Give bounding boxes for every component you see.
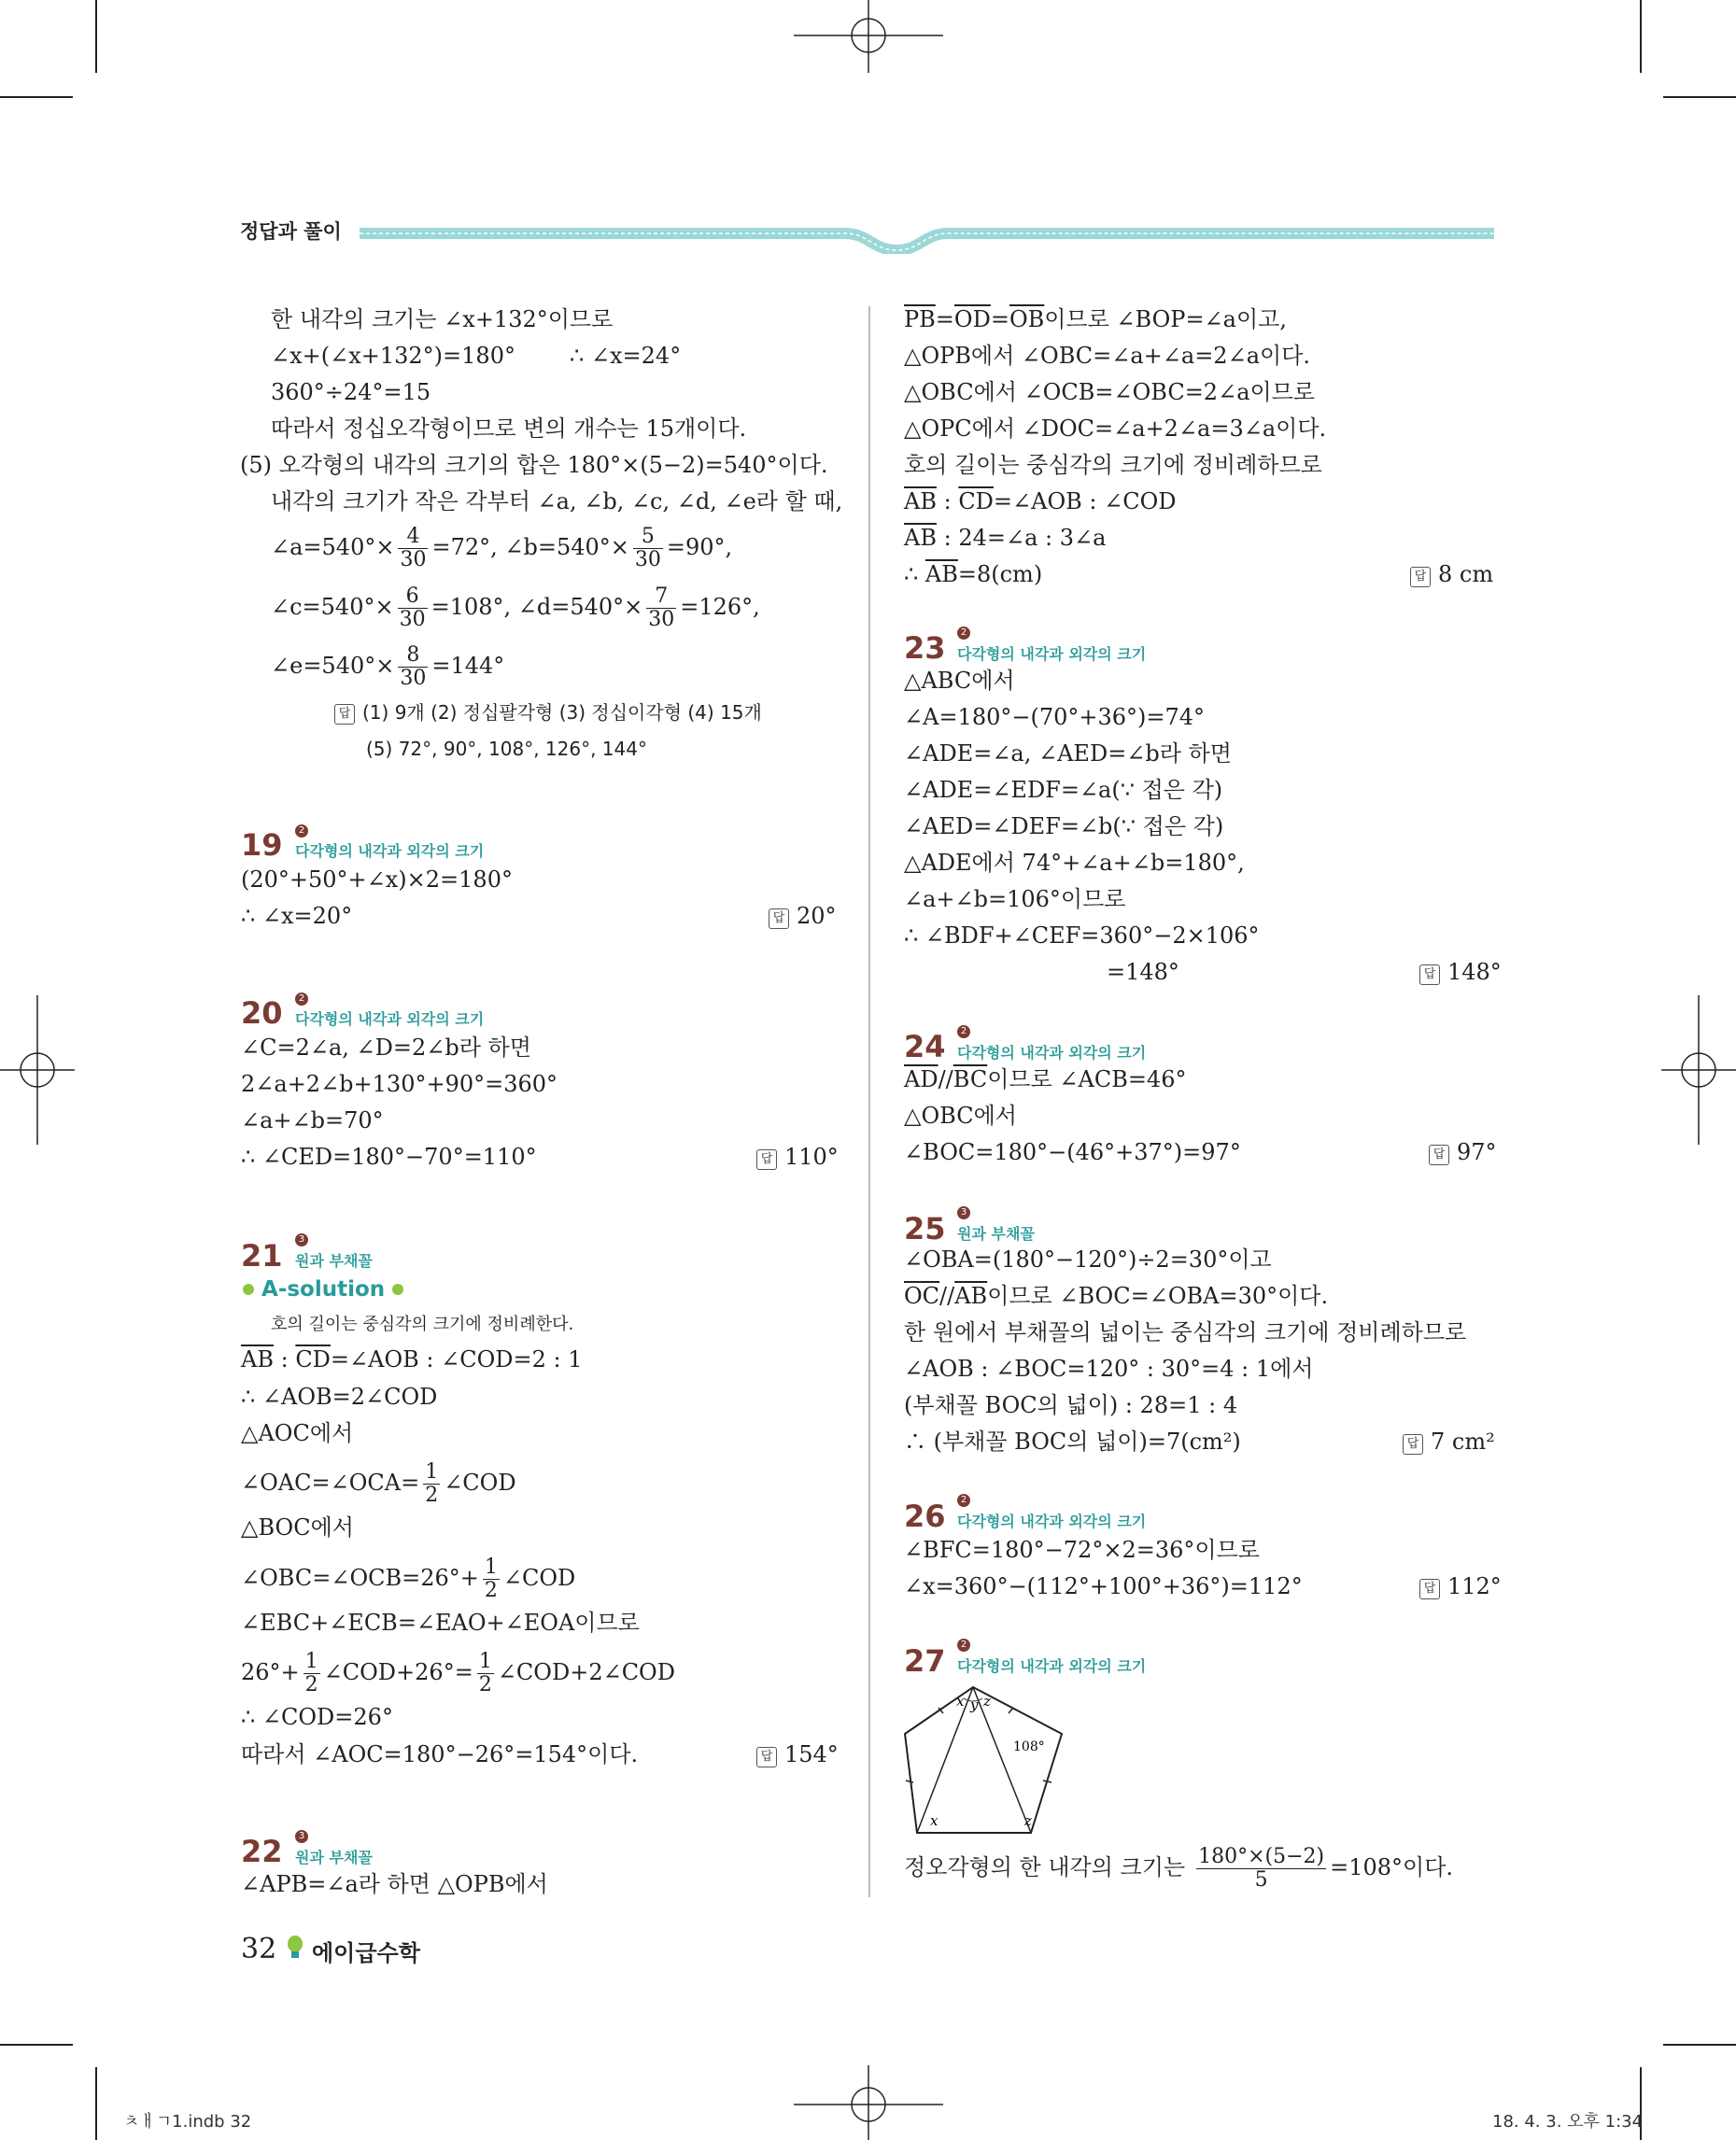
answer-value: 20° xyxy=(797,903,837,929)
solution-line: △OBC에서 ∠OCB=∠OBC=2∠a이므로 xyxy=(904,379,1316,405)
line-text: =8(cm) xyxy=(957,561,1043,587)
solution-line: ∠EBC+∠ECB=∠EAO+∠EOA이므로 xyxy=(241,1610,640,1636)
crop-mark xyxy=(1640,0,1642,73)
solution-line: 따라서 정십오각형이므로 변의 개수는 15개이다. xyxy=(271,415,747,442)
solution-line: =148° xyxy=(1107,959,1179,985)
solution-line: ∴ ∠x=20° xyxy=(241,903,353,929)
line-text: ∠OBC=∠OCB=26°+ xyxy=(241,1565,479,1591)
fraction xyxy=(646,585,676,631)
frac-den: 2 xyxy=(478,1673,492,1697)
difficulty-badge: 3 xyxy=(957,1206,970,1219)
lightbulb-icon xyxy=(286,1935,304,1963)
frac-text: ∠a=540°× xyxy=(271,534,395,560)
question-number: 24 xyxy=(904,1029,946,1064)
crop-mark xyxy=(1663,2044,1736,2046)
arc-ab: $\overline{AB}$ xyxy=(904,488,937,514)
question-topic: 다각형의 내각과 외각의 크기 xyxy=(295,842,485,860)
line-text: 정오각형의 한 내각의 크기는 xyxy=(904,1854,1186,1880)
solution-line: 한 원에서 부채꼴의 넓이는 중심각의 크기에 정비례하므로 xyxy=(904,1319,1467,1345)
solution-line: ∠OBA=(180°−120°)÷2=30°이고 xyxy=(904,1246,1272,1273)
fraction xyxy=(398,526,428,571)
solution-line: 360°÷24°=15 xyxy=(271,379,431,405)
frac-text: =126°, xyxy=(680,594,760,620)
solution-line: $\overline{AD}//\overline{BC}$이므로 ∠ACB=46° xyxy=(904,1066,1187,1092)
line-text: ∠COD xyxy=(502,1565,576,1591)
fraction-row xyxy=(271,585,760,631)
angle-label-x-bottom: x xyxy=(930,1812,939,1829)
frac-den: 30 xyxy=(399,608,426,631)
registration-mark-right xyxy=(1661,995,1736,1145)
fraction-row xyxy=(271,526,732,571)
answer-value: 110° xyxy=(784,1144,839,1170)
solution-line: $\overline{PB}=\overline{OD}=\overline{OB}$이므로 ∠BOP=∠a이고, xyxy=(904,306,1287,332)
line-text: ∠OAC=∠OCA= xyxy=(241,1470,420,1496)
line-text: 이므로 ∠BOC=∠OBA=30°이다. xyxy=(987,1283,1329,1309)
registration-mark-left xyxy=(0,995,75,1145)
solution-line: △ADE에서 74°+∠a+∠b=180°, xyxy=(904,850,1245,876)
solution-line: ∠x+(∠x+132°)=180° xyxy=(271,343,515,369)
frac-den: 5 xyxy=(1254,1868,1268,1892)
question-topic: 원과 부채꼴 xyxy=(295,1849,373,1866)
arc-ab: $\overline{AB}$ xyxy=(954,1283,988,1309)
segment-bc: $\overline{BC}$ xyxy=(953,1066,988,1092)
file-info: ㅊㅐㄱ1.indb 32 xyxy=(123,2112,252,2132)
answer-box-icon: 답 xyxy=(1419,1579,1440,1599)
question-number: 21 xyxy=(241,1238,283,1274)
angle-label-y: y xyxy=(970,1697,979,1713)
segment-od: $\overline{OD}$ xyxy=(953,306,991,332)
a-solution-label xyxy=(243,1277,403,1302)
line-text: 이므로 ∠BOP=∠a이고, xyxy=(1044,306,1287,332)
solution-line: 내각의 크기가 작은 각부터 ∠a, ∠b, ∠c, ∠d, ∠e라 할 때, xyxy=(271,488,843,514)
solution-line: $\overline{AB}$ : $\overline{CD}=\angle AOB$ : ∠COD=2 : 1 xyxy=(241,1346,583,1373)
frac-num: 6 xyxy=(398,585,428,609)
frac-num: 1 xyxy=(304,1650,318,1673)
answer-line xyxy=(334,698,762,726)
solution-line: △BOC에서 xyxy=(241,1514,354,1541)
question-topic: 원과 부채꼴 xyxy=(295,1252,373,1270)
crop-mark xyxy=(1663,96,1736,98)
question-topic: 다각형의 내각과 외각의 크기 xyxy=(957,1513,1147,1530)
frac-den: 30 xyxy=(400,548,427,571)
solution-line xyxy=(904,1846,1453,1892)
solution-line xyxy=(904,560,1042,588)
solution-line: (부채꼴 BOC의 넓이) : 28=1 : 4 xyxy=(904,1392,1238,1418)
fraction xyxy=(1196,1846,1326,1892)
frac-text: ∠e=540°× xyxy=(271,653,395,679)
arc-ab: $\overline{AB}$ xyxy=(924,561,958,587)
question-topic: 다각형의 내각과 외각의 크기 xyxy=(957,645,1147,663)
question-topic: 다각형의 내각과 외각의 크기 xyxy=(957,1044,1147,1062)
answer-value: 7 cm² xyxy=(1431,1429,1495,1455)
solution-line: ∴ ∠COD=26° xyxy=(241,1704,393,1730)
answer-box-icon: 답 xyxy=(1419,964,1440,985)
frac-text: =72°, ∠b=540°× xyxy=(431,534,629,560)
line-text: 이므로 ∠ACB=46° xyxy=(987,1066,1187,1092)
solution-line xyxy=(241,1461,516,1507)
solution-line: △OPC에서 ∠DOC=∠a+2∠a=3∠a이다. xyxy=(904,415,1327,442)
answer xyxy=(1429,1138,1497,1166)
frac-num: 180°×(5−2) xyxy=(1198,1845,1325,1868)
solution-line: ∠ADE=∠a, ∠AED=∠b라 하면 xyxy=(904,740,1232,767)
bullet-icon xyxy=(392,1284,403,1295)
frac-text: =144° xyxy=(431,653,505,679)
page-number: 32 xyxy=(241,1933,277,1965)
question-number: 19 xyxy=(241,827,283,863)
answer-box-icon: 답 xyxy=(334,704,355,725)
crop-mark xyxy=(0,2044,73,2046)
question-number: 27 xyxy=(904,1643,946,1679)
arc-ab: $\overline{AB}$ xyxy=(241,1346,274,1373)
answer-box-icon: 답 xyxy=(1410,567,1431,587)
solution-line: ∠a+∠b=106°이므로 xyxy=(904,886,1126,912)
arc-cd: $\overline{CD}$ xyxy=(958,488,994,514)
pentagon-figure xyxy=(896,1676,1074,1844)
answer-value: 154° xyxy=(784,1741,839,1767)
fraction xyxy=(483,1556,500,1602)
answer-line xyxy=(366,735,647,763)
crop-mark xyxy=(95,0,97,73)
line-text: =∠AOB : ∠COD=2 : 1 xyxy=(330,1346,583,1373)
segment-oc: $\overline{OC}$ xyxy=(904,1283,940,1309)
line-text: ∠COD xyxy=(444,1470,516,1496)
solution-line: ∴ ∠CED=180°−70°=110° xyxy=(241,1144,537,1170)
bullet-icon xyxy=(243,1284,254,1295)
solution-line xyxy=(241,1556,575,1602)
solution-line: ∠a+∠b=70° xyxy=(241,1107,384,1133)
solution-line: △ABC에서 xyxy=(904,668,1015,694)
question-topic: 다각형의 내각과 외각의 크기 xyxy=(295,1010,485,1028)
answer xyxy=(1419,1572,1502,1600)
solution-line: ∠AED=∠DEF=∠b(∵ 접은 각) xyxy=(904,813,1224,839)
solution-line: $\overline{OC}//\overline{AB}$이므로 ∠BOC=∠OBA=30°이다. xyxy=(904,1283,1329,1309)
answer xyxy=(1403,1428,1495,1456)
answer-value: 8 cm xyxy=(1438,561,1494,587)
answer xyxy=(756,1740,839,1768)
frac-den: 30 xyxy=(634,548,661,571)
fraction xyxy=(423,1461,440,1507)
frac-text: ∠c=540°× xyxy=(271,594,394,620)
answer xyxy=(1419,958,1502,986)
question-number: 20 xyxy=(241,995,283,1031)
answer-box-icon: 답 xyxy=(769,908,789,929)
question-topic: 원과 부채꼴 xyxy=(957,1225,1035,1243)
solution-line: 한 내각의 크기는 ∠x+132°이므로 xyxy=(271,306,614,332)
answer-box-icon: 답 xyxy=(756,1149,777,1170)
solution-line: ∠BFC=180°−72°×2=36°이므로 xyxy=(904,1537,1260,1563)
solution-line: (20°+50°+∠x)×2=180° xyxy=(241,866,513,893)
crop-mark xyxy=(95,2067,97,2140)
registration-mark-top xyxy=(794,0,943,75)
solution-line: 따라서 ∠AOC=180°−26°=154°이다. xyxy=(241,1741,639,1767)
column-divider xyxy=(868,306,870,1897)
frac-num: 1 xyxy=(478,1650,492,1673)
answer xyxy=(769,902,837,930)
difficulty-badge: 2 xyxy=(957,1494,970,1507)
answer-value: 148° xyxy=(1447,959,1502,985)
answer-value: 97° xyxy=(1457,1139,1497,1165)
frac-den: 30 xyxy=(648,608,675,631)
fraction xyxy=(398,585,428,631)
question-number: 26 xyxy=(904,1499,946,1534)
frac-num: 8 xyxy=(398,644,428,668)
crop-mark xyxy=(0,96,73,98)
solution-line: ∠x=360°−(112°+100°+36°)=112° xyxy=(904,1573,1303,1599)
difficulty-badge: 2 xyxy=(957,627,970,640)
solution-line: 2∠a+2∠b+130°+90°=360° xyxy=(241,1071,558,1097)
solution-line: ∴ ∠BDF+∠CEF=360°−2×106° xyxy=(904,922,1260,949)
solution-line: ∴ ∠x=24° xyxy=(570,343,682,369)
fraction xyxy=(477,1651,494,1697)
fraction-row xyxy=(271,644,504,690)
difficulty-badge: 2 xyxy=(957,1639,970,1652)
a-solution-hint: 호의 길이는 중심각의 크기에 정비례한다. xyxy=(271,1315,574,1334)
question-topic: 다각형의 내각과 외각의 크기 xyxy=(957,1657,1147,1675)
angle-label-z-bottom: z xyxy=(1024,1812,1032,1829)
page-header-title: 정답과 풀이 xyxy=(240,220,342,243)
difficulty-badge: 2 xyxy=(295,824,308,838)
line-text: ∴ xyxy=(904,561,925,587)
angle-label-x: x xyxy=(956,1693,965,1710)
answer-value: 112° xyxy=(1447,1573,1502,1599)
solution-line: ∴ (부채꼴 BOC의 넓이)=7(cm²) xyxy=(904,1429,1241,1455)
solution-line: ∠ADE=∠EDF=∠a(∵ 접은 각) xyxy=(904,777,1223,803)
frac-den: 2 xyxy=(425,1484,439,1507)
angle-label-z: z xyxy=(983,1693,991,1710)
segment-ob: $\overline{OB}$ xyxy=(1009,306,1045,332)
frac-text: =108°, ∠d=540°× xyxy=(430,594,643,620)
frac-text: =90°, xyxy=(666,534,733,560)
brand-name: 에이급수학 xyxy=(312,1940,420,1966)
answer-box-icon: 답 xyxy=(1429,1145,1449,1165)
solution-line xyxy=(241,1651,675,1697)
solution-line: 호의 길이는 중심각의 크기에 정비례하므로 xyxy=(904,452,1322,478)
arc-ab: $\overline{AB}$ xyxy=(904,525,937,551)
solution-line: ∠APB=∠a라 하면 △OPB에서 xyxy=(241,1871,548,1897)
difficulty-badge: 3 xyxy=(295,1830,308,1843)
segment-ad: $\overline{AD}$ xyxy=(904,1066,939,1092)
answer-box-icon: 답 xyxy=(1403,1434,1423,1455)
frac-num: 4 xyxy=(398,526,428,549)
frac-num: 1 xyxy=(425,1460,439,1484)
line-text: =108°이다. xyxy=(1330,1854,1454,1880)
fraction xyxy=(303,1651,320,1697)
print-timestamp: 18. 4. 3. 오후 1:34 xyxy=(1492,2112,1644,2132)
solution-line: ∠A=180°−(70°+36°)=74° xyxy=(904,704,1206,730)
frac-num: 5 xyxy=(633,526,663,549)
solution-line: (5) 오각형의 내각의 크기의 합은 180°×(5−2)=540°이다. xyxy=(240,452,828,478)
answer xyxy=(1410,560,1493,588)
line-text: : 24=∠a : 3∠a xyxy=(936,525,1107,551)
frac-den: 30 xyxy=(400,667,427,690)
question-number: 25 xyxy=(904,1211,946,1246)
frac-den: 2 xyxy=(304,1673,318,1697)
line-text: ∠COD+2∠COD xyxy=(497,1659,675,1685)
segment-pb: $\overline{PB}$ xyxy=(904,306,936,332)
fraction xyxy=(398,644,428,690)
answer-text: (5) 72°, 90°, 108°, 126°, 144° xyxy=(366,738,647,760)
difficulty-badge: 2 xyxy=(295,993,308,1006)
a-solution-text: A-solution xyxy=(261,1277,386,1302)
solution-line: $\overline{AB}$ : $\overline{CD}=\angle AOB$ : ∠COD xyxy=(904,488,1177,514)
question-number: 22 xyxy=(241,1834,283,1869)
line-text: =∠AOB : ∠COD xyxy=(993,488,1177,514)
difficulty-badge: 3 xyxy=(295,1233,308,1246)
solution-line: △AOC에서 xyxy=(241,1420,354,1446)
angle-label-108: 108° xyxy=(1013,1739,1045,1754)
answer-box-icon: 답 xyxy=(756,1747,777,1767)
difficulty-badge: 2 xyxy=(957,1025,970,1038)
solution-line: ∠AOB : ∠BOC=120° : 30°=4 : 1에서 xyxy=(904,1356,1314,1382)
frac-num: 7 xyxy=(646,585,676,609)
question-number: 23 xyxy=(904,630,946,666)
header-ribbon xyxy=(360,217,1494,254)
frac-num: 1 xyxy=(484,1556,498,1579)
solution-line xyxy=(904,524,1106,552)
solution-line: ∴ ∠AOB=2∠COD xyxy=(241,1384,438,1410)
answer-text: (1) 9개 (2) 정십팔각형 (3) 정십이각형 (4) 15개 xyxy=(362,701,762,724)
answer xyxy=(756,1143,839,1171)
frac-den: 2 xyxy=(484,1579,498,1602)
arc-cd: $\overline{CD}$ xyxy=(295,1346,331,1373)
solution-line: ∠BOC=180°−(46°+37°)=97° xyxy=(904,1139,1241,1165)
registration-mark-bottom xyxy=(794,2065,943,2140)
fraction xyxy=(633,526,663,571)
line-text: ∠COD+26°= xyxy=(323,1659,473,1685)
line-text: 26°+ xyxy=(241,1659,300,1685)
solution-line: ∠C=2∠a, ∠D=2∠b라 하면 xyxy=(241,1035,531,1061)
solution-line: △OBC에서 xyxy=(904,1103,1017,1129)
solution-line: △OPB에서 ∠OBC=∠a+∠a=2∠a이다. xyxy=(904,343,1310,369)
